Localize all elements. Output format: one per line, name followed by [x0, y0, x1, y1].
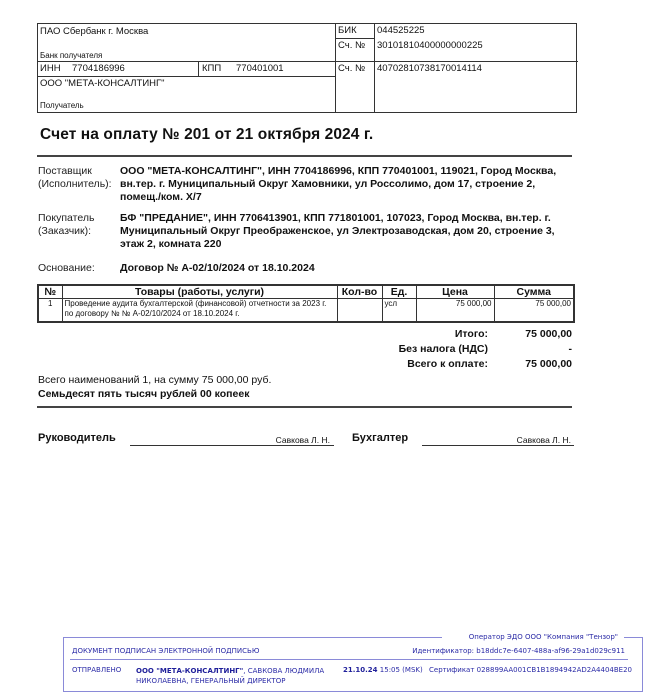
cell-unit: усл	[382, 299, 416, 323]
director-name: Савкова Л. Н.	[275, 435, 330, 445]
recipient-name: ООО "МЕТА-КОНСАЛТИНГ"	[40, 78, 165, 89]
e-signature-stamp	[63, 633, 643, 692]
amount-in-words: Семьдесят пять тысяч рублей 00 копеек	[38, 388, 250, 400]
title-rule	[37, 155, 572, 157]
cell-name: Проведение аудита бухгалтерской (финансовой) отчетности за 2023 г. по договору № № А-02/10/2024 от 18.10.2024 г.	[62, 299, 337, 323]
items-count-summary: Всего наименований 1, на сумму 75 000,00 руб.	[38, 374, 272, 386]
bank-name: ПАО Сбербанк г. Москва	[40, 26, 149, 37]
col-header-name: Товары (работы, услуги)	[62, 285, 337, 299]
summary-rule	[37, 406, 572, 408]
basis-label: Основание:	[38, 262, 95, 274]
bank-details-box	[37, 23, 577, 113]
bank-label: Банк получателя	[40, 51, 103, 60]
certificate-number: Сертификат 028899AA001CB1B1894942AD2A4404BE20	[429, 666, 632, 674]
kpp-value: 770401001	[236, 63, 284, 74]
divider	[38, 76, 335, 77]
director-label: Руководитель	[38, 432, 116, 444]
sent-label: ОТПРАВЛЕНО	[72, 666, 122, 674]
supplier-label-line2: (Исполнитель):	[38, 178, 112, 190]
kpp-label: КПП	[202, 63, 222, 74]
col-header-num: №	[38, 285, 62, 299]
supplier-label-line1: Поставщик	[38, 165, 92, 177]
cell-price: 75 000,00	[416, 299, 494, 323]
recipient-label: Получатель	[40, 101, 84, 110]
signed-label: ДОКУМЕНТ ПОДПИСАН ЭЛЕКТРОННОЙ ПОДПИСЬЮ	[72, 647, 260, 655]
buyer-label-line1: Покупатель	[38, 212, 95, 224]
col-header-unit: Ед.	[382, 285, 416, 299]
divider	[335, 38, 374, 39]
account-label: Сч. №	[338, 63, 366, 74]
invoice-title: Счет на оплату № 201 от 21 октября 2024 г.	[40, 126, 374, 143]
table-row	[38, 299, 574, 323]
bik-label: БИК	[338, 25, 357, 36]
vat-value: -	[568, 343, 572, 355]
buyer-label-line2: (Заказчик):	[38, 225, 92, 237]
cell-sum: 75 000,00	[494, 299, 574, 323]
buyer-label	[38, 212, 94, 238]
corr-account-label: Сч. №	[338, 40, 366, 51]
accountant-label: Бухгалтер	[352, 432, 409, 444]
sent-date: 21.10.24	[343, 666, 378, 674]
items-table	[37, 284, 575, 323]
bik-value: 044525225	[377, 25, 425, 36]
sender-details	[136, 666, 324, 686]
edo-operator: Оператор ЭДО ООО "Компания "Тензор"	[468, 633, 618, 641]
col-header-price: Цена	[416, 285, 494, 299]
buyer-details: БФ "ПРЕДАНИЕ", ИНН 7706413901, КПП 771801001, 107023, Город Москва, вн.тер. г. Муниципальный Округ Преображенское, ул Электрозаводская, дом 20, строение 3, этаж 2, комната 220	[120, 212, 555, 250]
col-header-sum: Сумма	[494, 285, 574, 299]
director-signature-line	[130, 445, 334, 446]
vat-label: Без налога (НДС)	[398, 343, 488, 355]
sender-org: ООО "МЕТА-КОНСАЛТИНГ"	[136, 667, 244, 675]
inn-value: 7704186996	[72, 63, 125, 74]
cell-num: 1	[38, 299, 62, 323]
total-label: Итого:	[454, 328, 488, 340]
sent-datetime	[343, 666, 423, 674]
total-value: 75 000,00	[525, 328, 572, 340]
divider	[374, 24, 375, 112]
table-header-row	[38, 285, 574, 299]
divider	[335, 61, 578, 62]
document-identifier: Идентификатор: b18ddc7e-6407-488a-af96-29a1d029c911	[412, 647, 625, 655]
account-value: 40702810738170014114	[377, 63, 482, 74]
sender-person-line2: НИКОЛАЕВНА, ГЕНЕРАЛЬНЫЙ ДИРЕКТОР	[136, 677, 286, 685]
basis-text: Договор № А-02/10/2024 от 18.10.2024	[120, 262, 315, 274]
sent-time: 15:05 (MSK)	[379, 666, 423, 674]
grand-total-value: 75 000,00	[525, 358, 572, 370]
supplier-details: ООО "МЕТА-КОНСАЛТИНГ", ИНН 7704186996, КПП 770401001, 119021, Город Москва, вн.тер. г. Муниципальный Округ Хамовники, ул Россолимо, дом 17, строение 2, помещ./ком. X/7	[120, 165, 557, 203]
accountant-signature-line	[422, 445, 574, 446]
grand-total-label: Всего к оплате:	[407, 358, 488, 370]
accountant-name: Савкова Л. Н.	[516, 435, 571, 445]
corr-account-value: 30101810400000000225	[377, 40, 483, 51]
inn-label: ИНН	[40, 63, 61, 74]
cell-qty	[337, 299, 382, 323]
supplier-label	[38, 165, 112, 191]
divider	[198, 61, 199, 76]
sender-person-line1: , САВКОВА ЛЮДМИЛА	[243, 667, 325, 675]
col-header-qty: Кол-во	[337, 285, 382, 299]
stamp-separator	[70, 659, 628, 660]
